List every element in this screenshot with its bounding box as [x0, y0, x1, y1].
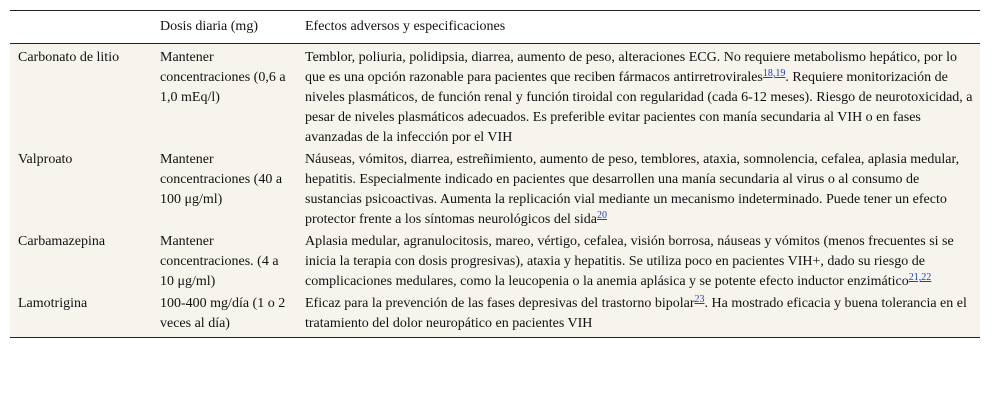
header-dose: Dosis diaria (mg) [152, 11, 297, 44]
table-row [10, 293, 980, 338]
drug-dose: Mantener concentraciones (0,6 a 1,0 mEq/l) [160, 50, 286, 105]
drug-dose: Mantener concentraciones. (4 a 10 μg/ml) [160, 234, 279, 289]
drug-name: Lamotrigina [10, 293, 152, 338]
drug-effects: Náuseas, vómitos, diarrea, estreñimiento, aumento de peso, temblores, ataxia, somnolencia, cefalea, aplasia medular, hepatitis. Especialmente indicado en pacientes que desarrollen una manía secundaria al virus o al consumo de sustancias psicoactivas. Aumenta la replicación vial mediante un mecanismo indeterminado. Puede tener un efecto protector frente a los síntomas neurológicos del sida$^{20}$ [305, 152, 960, 227]
header-drug [10, 11, 152, 44]
table-header-row [10, 11, 980, 44]
drug-effects: Eficaz para la prevención de las fases depresivas del trastorno bipolar$^{23}$. Ha mostrado eficacia y buena tolerancia en el tratamiento del dolor neuropático en pacientes VIH [297, 293, 980, 338]
drug-dose: 100-400 mg/día (1 o 2 veces al día) [152, 293, 297, 338]
header-effects: Efectos adversos y especificaciones [297, 11, 980, 44]
drug-effects: Temblor, poliuria, polidipsia, diarrea, aumento de peso, alteraciones ECG. No requiere metabolismo hepático, por lo que es una opción razonable para pacientes que reciben fármacos antirretrovirales$^{18,19}$. Requiere monitorización de niveles plasmáticos, de función renal y función tiroidal con regularidad (cada 6-12 meses). Riesgo de neurotoxicidad, a pesar de niveles plasmáticos adecuados. Es preferible evitar pacientes con manía secundaria al VIH o en fases avanzadas de la infección por el VIH [305, 50, 973, 145]
drug-name: Carbamazepina [18, 234, 106, 249]
reference-link[interactable]: 23 [694, 294, 705, 305]
table-row [10, 231, 980, 293]
reference-link[interactable]: 20 [596, 210, 607, 221]
reference-link[interactable]: 21,22 [908, 272, 932, 283]
table-row [10, 149, 980, 231]
table-row [10, 44, 980, 150]
drug-effects: Aplasia medular, agranulocitosis, mareo, vértigo, cefalea, visión borrosa, náuseas y vómitos (menos frecuentes si se inicia la terapia con dosis progresivas), ataxia y hepatitis. Se utiliza poco en pacientes VIH+, dado su riesgo de complicaciones medulares, como la leucopenia o la anemia aplásica y se potente efecto inductor enzimático$^{21,22}$ [305, 234, 954, 289]
drug-dose: Mantener concentraciones (40 a 100 μg/ml) [160, 152, 283, 207]
reference-link[interactable]: 18,19 [762, 68, 786, 79]
drug-table [10, 10, 980, 338]
drug-name: Valproato [18, 152, 73, 167]
drug-name: Carbonato de litio [18, 50, 120, 65]
